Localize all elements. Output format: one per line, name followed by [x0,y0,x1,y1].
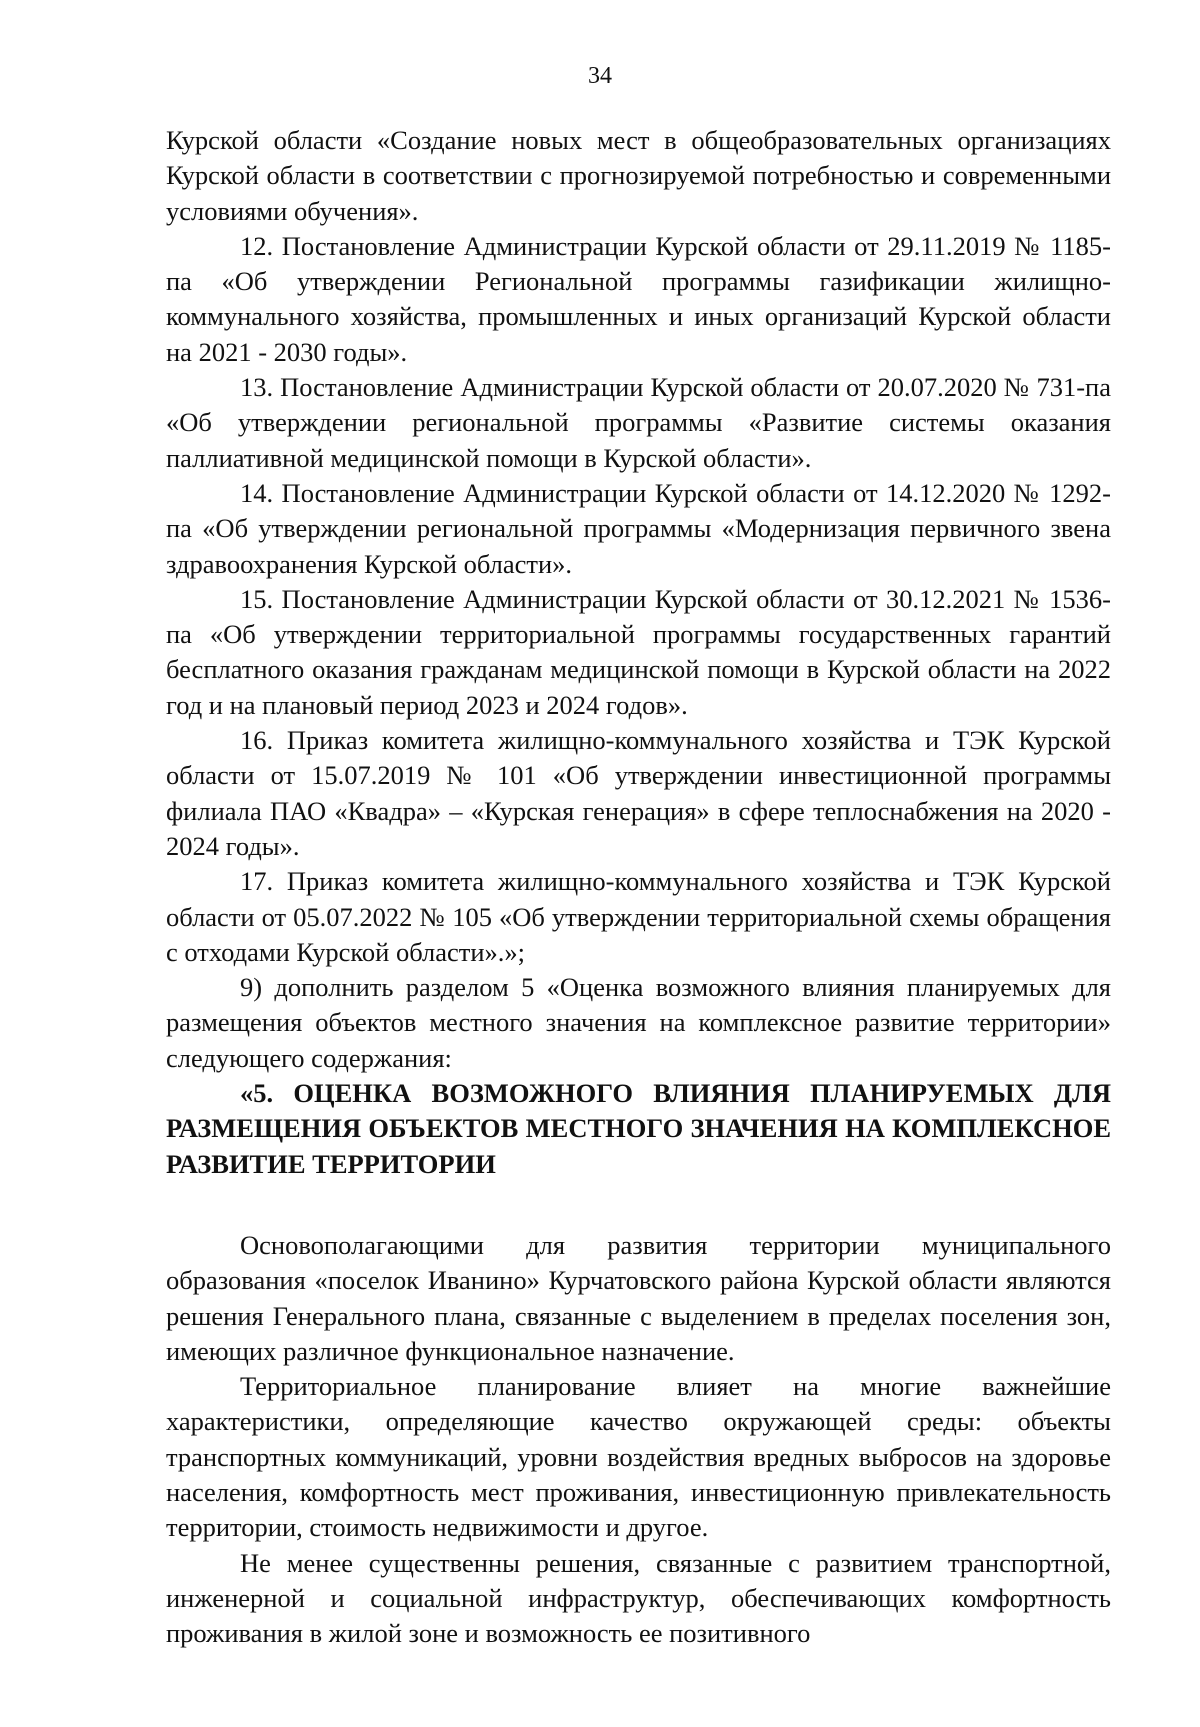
paragraph: 13. Постановление Администрации Курской области от 20.07.2020 № 731-па «Об утверждении региональной программы «Развитие системы оказания паллиативной медицинской помощи в Курской области». [166,372,1111,473]
paragraph: 14. Постановление Администрации Курской области от 14.12.2020 № 1292-па «Об утверждении региональной программы «Модернизация первичного звена здравоохранения Курской области». [166,477,1111,579]
paragraph: 17. Приказ комитета жилищно-коммунального хозяйства и ТЭК Курской области от 05.07.2022 № 105 «Об утверждении территориальной схемы обращения с отходами Курской области».»; [166,866,1111,967]
page-number: 34 [588,63,612,89]
spacer [166,1182,1111,1228]
paragraph: Не менее существенны решения, связанные с развитием транспортной, инженерной и социальной инфраструктур, обеспечивающих комфортность проживания в жилой зоне и возможность ее позитивного [166,1547,1111,1649]
paragraph: 12. Постановление Администрации Курской области от 29.11.2019 № 1185-па «Об утверждении Региональной программы газификации жилищно-коммунального хозяйства, промышленных и иных организаций Курской области на 2021 - 2030 годы». [166,230,1111,367]
document-body [166,123,1111,1651]
paragraph: 16. Приказ комитета жилищно-коммунального хозяйства и ТЭК Курской области от 15.07.2019 № 101 «Об утверждении инвестиционной программы филиала ПАО «Квадра» – «Курская генерация» в сфере теплоснабжения на 2020 - 2024 годы». [166,725,1111,861]
paragraph: Курской области «Создание новых мест в общеобразовательных организациях Курской области в соответствии с прогнозируемой потребностью и современными условиями обучения». [166,125,1111,226]
paragraph: 15. Постановление Администрации Курской области от 30.12.2021 № 1536-па «Об утверждении территориальной программы государственных гарантий бесплатного оказания гражданам медицинской помощи в Курской области на 2022 год и на плановый период 2023 и 2024 годов». [166,583,1111,720]
section-heading: «5. ОЦЕНКА ВОЗМОЖНОГО ВЛИЯНИЯ ПЛАНИРУЕМЫХ ДЛЯ РАЗМЕЩЕНИЯ ОБЪЕКТОВ МЕСТНОГО ЗНАЧЕНИЯ НА КОМПЛЕКСНОЕ РАЗВИТИЕ ТЕРРИТОРИИ [166,1078,1111,1179]
paragraph: 9) дополнить разделом 5 «Оценка возможного влияния планируемых для размещения объектов местного значения на комплексное развитие территории» следующего содержания: [166,972,1111,1073]
paragraph: Территориальное планирование влияет на многие важнейшие характеристики, определяющие качество окружающей среды: объекты транспортных коммуникаций, уровни воздействия вредных выбросов на здоровье населения, комфортность мест проживания, инвестиционную привлекательность территории, стоимость недвижимости и другое. [166,1371,1111,1543]
paragraph: Основополагающими для развития территории муниципального образования «поселок Иванино» Курчатовского района Курской области являются решения Генерального плана, связанные с выделением в пределах поселения зон, имеющих различное функциональное назначение. [166,1229,1111,1366]
